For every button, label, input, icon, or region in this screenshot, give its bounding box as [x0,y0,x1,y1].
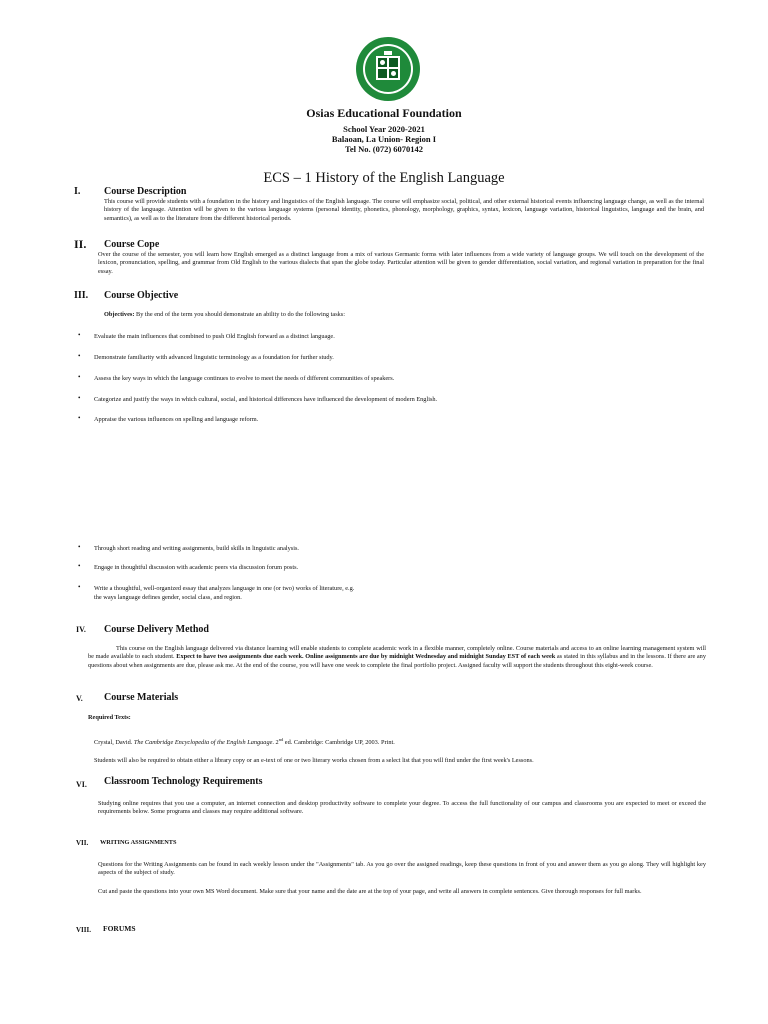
bullet-icon: • [78,331,81,339]
section-numeral-8: VIII. [76,926,91,934]
section-heading-delivery: Course Delivery Method [104,624,209,635]
description-body: This course will provide students with a foundation in the history and linguistics of the English language. The course will emphasize social, political, and other external historical events influencing language change, as well as the internal history of the language. Attention will be given to the various language systems (personal identity, phonetics, phonology, morphology, graphics, syntax, lexicon, language variation, historical linguistics, language and the brain, and semantics), as well as to the literature from the different historical periods. [104,198,704,222]
textbook-citation: Crystal, David. The Cambridge Encyclopedia of the English Language. 2nd ed. Cambridge: Cambridge UP, 2003. Print. [94,737,395,747]
section-heading-forums: FORUMS [103,924,136,933]
objective-item: Appraise the various influences on spelling and language reform. [94,416,259,423]
bullet-icon: • [78,562,81,570]
objective-item: Assess the key ways in which the language continues to evolve to meet the needs of different communities of speakers. [94,375,395,382]
bullet-icon: • [78,352,81,360]
section-heading-materials: Course Materials [104,692,179,703]
cope-body: Over the course of the semester, you will learn how English emerged as a distinct language from a mix of various Germanic forms with later influences from a wide variety of language groups. We will touch on the development of the lexicon, pronunciation, spelling, and grammar from Old English to the various dialects that span the globe today. Particular attention will be given to gender differentiation, social variation, and regional variation in preparation for the final essay. [98,251,704,275]
section-heading-technology: Classroom Technology Requirements [104,776,263,787]
school-address: Balaoan, La Union- Region I [331,134,437,144]
section-numeral-4: IV. [76,625,86,634]
section-numeral-3: III. [74,290,89,301]
bullet-icon: • [78,414,81,422]
section-heading-objective: Course Objective [104,290,179,301]
organization-name: Osias Educational Foundation [306,106,462,120]
objective-item: Evaluate the main influences that combined to push Old English forward as a distinct language. [94,333,335,340]
course-title: ECS – 1 History of the English Language [263,170,505,186]
objective-item: Engage in thoughtful discussion with academic peers via discussion forum posts. [94,564,299,571]
objective-item: Through short reading and writing assignments, build skills in linguistic analysis. [94,545,299,552]
bullet-icon: • [78,543,81,551]
required-texts-label: Required Texts: [88,714,131,721]
bullet-icon: • [78,373,81,381]
section-heading-description: Course Description [104,186,187,197]
school-year: School Year 2020-2021 [343,124,425,134]
writing-body-1: Questions for the Writing Assignments can be found in each weekly lesson under the "Assignments" tab. As you go over the assigned readings, keep these questions in front of you and answer them as you go along. They will highlight key aspects of the subject of study. [98,861,706,877]
section-numeral-5: V. [76,694,83,703]
objective-item-continuation: the ways language defines gender, social class, and region. [94,594,242,601]
school-seal-logo [355,36,421,102]
section-heading-writing: WRITING ASSIGNMENTS [100,839,177,846]
section-numeral-7: VII. [76,839,89,847]
delivery-body: This course on the English language delivered via distance learning will enable students to complete academic work in a flexible manner, completely online. Course materials and access to an online learning management system will be made available to each student. Expect to have two assignments due each week. Online assignments are due by midnight Wednesday and midnight Sunday EST of each week as stated in this syllabus and in the lessons. If there are any questions about when assignments are due, please ask me. At the end of the course, you will have one week to complete the final portfolio project. Assigned faculty will support the students throughout this eight-week course. [88,645,706,669]
section-numeral-6: VI. [76,780,87,789]
objective-intro: Objectives: By the end of the term you should demonstrate an ability to do the following tasks: [104,311,345,318]
technology-body: Studying online requires that you use a computer, an internet connection and desktop productivity software to complete your degree. To access the full functionality of our campus and classrooms you are expected to meet or exceed the requirements below. Some programs and classes may require additional software. [98,800,706,816]
section-numeral-1: I. [74,186,81,197]
objective-item: Categorize and justify the ways in which cultural, social, and historical differences have influenced the development of modern English. [94,396,438,403]
bullet-icon: • [78,583,81,591]
materials-note: Students will also be required to obtain either a library copy or an e-text of one or two literary works chosen from a select list that you will find under the first week's Lessons. [94,757,534,764]
bullet-icon: • [78,394,81,402]
school-telephone: Tel No. (072) 6070142 [344,144,424,154]
objective-item: Demonstrate familiarity with advanced linguistic terminology as a foundation for further study. [94,354,334,361]
objective-item: Write a thoughtful, well-organized essay that analyzes language in one (or two) works of literature, e.g. [94,585,355,592]
writing-body-2: Cut and paste the questions into your own MS Word document. Make sure that your name and the date are at the top of your page, and write all answers in complete sentences. Give thorough responses for full marks. [98,888,642,895]
section-numeral-2: II. [74,237,87,251]
section-heading-cope: Course Cope [104,239,160,250]
